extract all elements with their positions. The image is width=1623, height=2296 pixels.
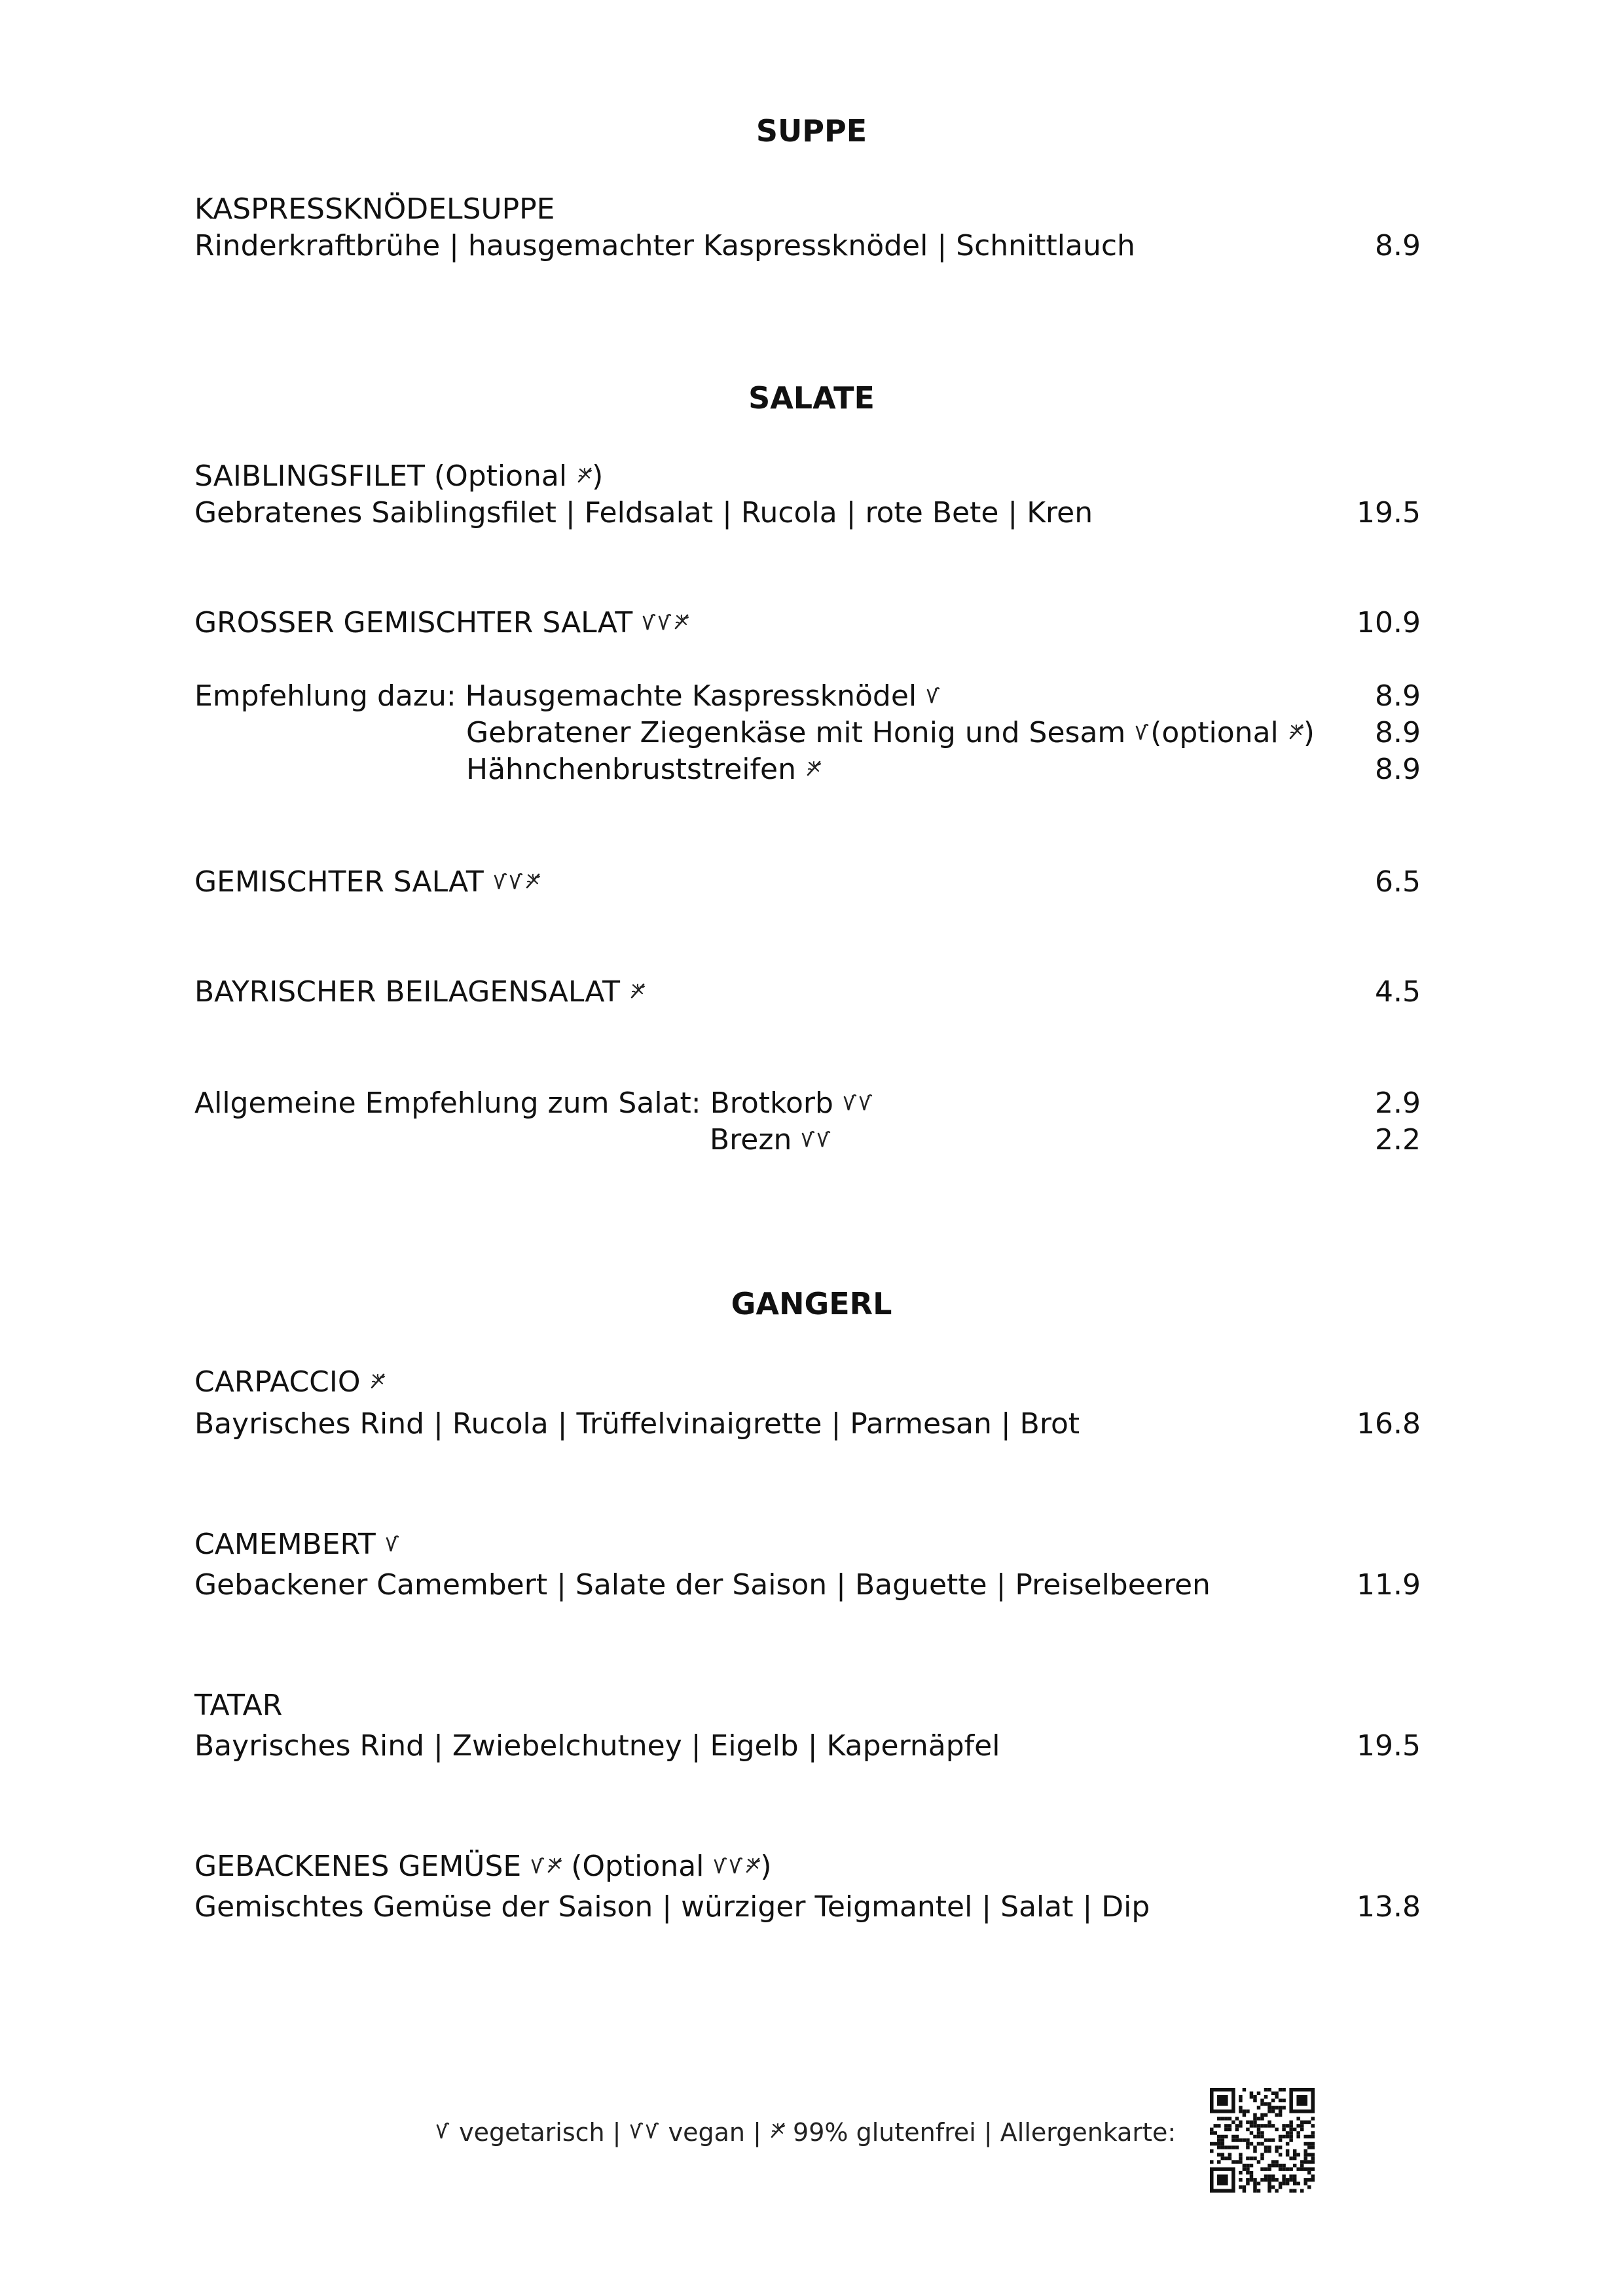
item-name: BAYRISCHER BEILAGENSALAT — [194, 975, 629, 1009]
item-camembert-line — [194, 1566, 1421, 1605]
gluten-free-icon — [1288, 723, 1304, 742]
vegetarian-icon — [926, 677, 941, 716]
item-carpaccio-name — [194, 1363, 1421, 1402]
vegetarian-icon — [843, 1093, 858, 1113]
item-price: 13.8 — [1357, 1890, 1421, 1924]
allgemein-label: Allgemeine Empfehlung zum Salat: — [194, 1086, 710, 1120]
allgemein-item: Brotkorb — [710, 1086, 843, 1120]
gluten-free-icon — [369, 1372, 385, 1391]
item-description: Bayrisches Rind | Zwiebelchutney | Eigelb | Kapernäpfel — [194, 1729, 1000, 1763]
item-bayrischer-beilagensalat — [194, 973, 1421, 1012]
vegetarian-icon — [926, 686, 941, 706]
item-name: GEMISCHTER SALAT — [194, 865, 493, 899]
item-price: 8.9 — [1375, 679, 1421, 713]
vegetarian-icon — [1135, 713, 1150, 753]
vegetarian-icon — [657, 613, 673, 632]
paren-close: ) — [760, 1850, 772, 1883]
vegetarian-icon — [629, 2121, 645, 2141]
vegan-icon — [629, 2113, 661, 2152]
item-price: 8.9 — [1375, 716, 1421, 749]
gluten-free-icon — [744, 1856, 760, 1876]
item-price: 19.5 — [1357, 1729, 1421, 1763]
item-tatar-line — [194, 1727, 1421, 1766]
optional-label: (Optional — [562, 1850, 714, 1883]
item-gemischter-salat — [194, 863, 1421, 902]
gluten-free-icon — [1288, 713, 1304, 753]
item-price: 4.5 — [1375, 975, 1421, 1009]
empfehlung-line-3 — [194, 750, 1421, 789]
item-price: 6.5 — [1375, 865, 1421, 899]
vegetarian-icon — [530, 1856, 546, 1876]
item-description: Rinderkraftbrühe | hausgemachter Kaspressknödel | Schnittlauch — [194, 229, 1135, 262]
vegetarian-icon — [435, 2113, 451, 2152]
vegan-icon — [843, 1084, 874, 1123]
vegetarian-icon — [645, 2121, 661, 2141]
section-title-gangerl: GANGERL — [731, 1286, 892, 1321]
item-price: 16.8 — [1357, 1407, 1421, 1441]
allgemein-item: Brezn — [710, 1123, 801, 1157]
legend-vegetarisch: vegetarisch | — [451, 2118, 629, 2147]
section-title-salate: SALATE — [748, 380, 875, 416]
item-name: TATAR — [194, 1689, 283, 1722]
paren-close: ) — [1303, 716, 1315, 749]
item-price: 2.9 — [1375, 1086, 1421, 1120]
gluten-free-icon — [769, 2121, 785, 2141]
item-carpaccio-line — [194, 1405, 1421, 1444]
empfehlung-line-2 — [194, 713, 1421, 753]
vegetarian-icon — [642, 613, 657, 632]
allergen-qr-code[interactable] — [1210, 2088, 1315, 2193]
vegetarian-icon — [858, 1093, 874, 1113]
item-name: CAMEMBERT — [194, 1528, 385, 1561]
section-title-suppe: SUPPE — [756, 113, 867, 149]
item-description: Gemischtes Gemüse der Saison | würziger Teigmantel | Salat | Dip — [194, 1890, 1150, 1924]
gluten-free-icon — [673, 613, 689, 632]
item-description: Gebackener Camembert | Salate der Saison | Baguette | Preiselbeeren — [194, 1568, 1211, 1602]
vegetarian-icon — [816, 1130, 832, 1149]
vegetarian-icon — [1135, 723, 1150, 742]
vegetarian-icon — [509, 872, 524, 891]
item-gebackenes-gemuese-line — [194, 1888, 1421, 1927]
empfehlung-item: Hähnchenbruststreifen — [466, 753, 805, 786]
gluten-free-icon — [805, 750, 821, 789]
vegan-icon — [801, 1121, 832, 1160]
item-name: SAIBLINGSFILET (Optional — [194, 459, 577, 493]
item-gebackenes-gemuese-name — [194, 1847, 1421, 1886]
item-name: KASPRESSKNÖDELSUPPE — [194, 192, 555, 226]
vegetarian-icon — [385, 1525, 401, 1564]
allgemein-line-2 — [194, 1121, 1421, 1160]
item-tatar-name — [194, 1686, 1421, 1725]
gluten-free-icon — [524, 872, 540, 891]
paren-close: ) — [592, 459, 604, 493]
allgemein-item-brezn — [710, 1121, 832, 1160]
item-price: 19.5 — [1357, 496, 1421, 529]
gluten-free-icon — [805, 759, 821, 779]
empfehlung-item-ziegenkaese — [466, 713, 1315, 753]
item-description: Gebratenes Saiblingsfilet | Feldsalat | Rucola | rote Bete | Kren — [194, 496, 1093, 529]
optional-label: (optional — [1150, 716, 1288, 749]
gluten-free-icon — [369, 1363, 385, 1402]
vegan-gluten-free-icon — [493, 863, 540, 902]
item-grosser-gemischter-salat — [194, 603, 1421, 643]
item-price: 10.9 — [1357, 606, 1421, 639]
gluten-free-icon — [576, 457, 592, 496]
legend-vegan: vegan | — [660, 2118, 769, 2147]
legend — [435, 2113, 1176, 2152]
vegan-gluten-free-icon — [713, 1847, 760, 1886]
vegetarian-icon — [385, 1534, 401, 1554]
empfehlung-line-1 — [194, 677, 1421, 716]
empfehlung-item: Hausgemachte Kaspressknödel — [465, 679, 926, 713]
item-price: 8.9 — [1375, 753, 1421, 786]
vegetarian-icon — [435, 2121, 451, 2141]
item-saiblingsfilet-name — [194, 457, 1421, 496]
legend-glutenfrei: 99% glutenfrei | Allergenkarte: — [784, 2118, 1176, 2147]
empfehlung-label: Empfehlung dazu: — [194, 679, 465, 713]
gluten-free-icon — [546, 1856, 562, 1876]
item-name: GEBACKENES GEMÜSE — [194, 1850, 531, 1883]
gluten-free-icon — [629, 982, 645, 1001]
vegetarian-icon — [729, 1856, 744, 1876]
gluten-free-icon — [629, 973, 645, 1012]
empfehlung-item: Gebratener Ziegenkäse mit Honig und Sesam — [466, 716, 1135, 749]
empfehlung-item-haehnchen — [466, 750, 821, 789]
vegetarian-gluten-free-icon — [530, 1847, 562, 1886]
vegetarian-icon — [493, 872, 509, 891]
vegetarian-icon — [713, 1856, 729, 1876]
item-name: GROSSER GEMISCHTER SALAT — [194, 606, 642, 639]
vegetarian-icon — [801, 1130, 816, 1149]
item-price: 2.2 — [1375, 1123, 1421, 1157]
gluten-free-icon — [769, 2113, 785, 2152]
item-camembert-name — [194, 1525, 1421, 1564]
item-price: 11.9 — [1357, 1568, 1421, 1602]
item-price: 8.9 — [1375, 229, 1421, 262]
vegan-gluten-free-icon — [642, 603, 689, 643]
item-saiblingsfilet-line — [194, 493, 1421, 533]
item-name: CARPACCIO — [194, 1365, 370, 1399]
item-kaspressknoedelsuppe-name — [194, 190, 1421, 229]
gluten-free-icon — [576, 466, 592, 486]
item-description: Bayrisches Rind | Rucola | Trüffelvinaigrette | Parmesan | Brot — [194, 1407, 1080, 1441]
allgemein-line-1 — [194, 1084, 1421, 1123]
item-kaspressknoedelsuppe-line — [194, 226, 1421, 266]
